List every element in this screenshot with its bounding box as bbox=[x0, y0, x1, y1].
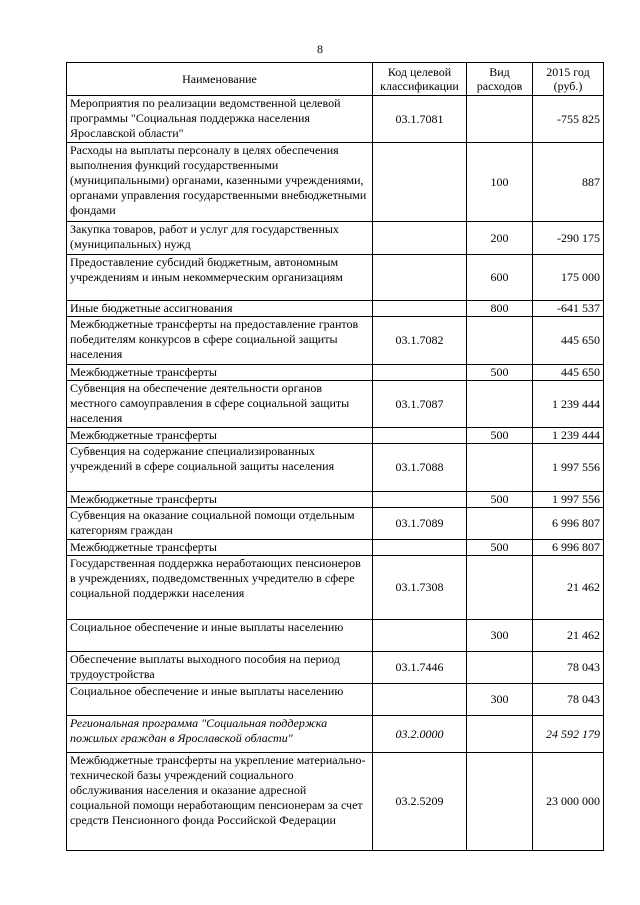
row-name-cell: Социальное обеспечение и иные выплаты населению bbox=[67, 620, 373, 652]
row-type-cell bbox=[467, 652, 533, 684]
header-amount: 2015 год (руб.) bbox=[533, 63, 604, 96]
row-name-cell: Иные бюджетные ассигнования bbox=[67, 301, 373, 317]
row-name-cell: Межбюджетные трансферты на укрепление материально-технической базы учреждений социального обслуживания населения и оказание адресной социальной помощи неработающим пенсионерам за счет средств Пенсионного фонда Российской Федерации bbox=[67, 753, 373, 851]
budget-table bbox=[66, 62, 604, 851]
row-name-cell: Межбюджетные трансферты bbox=[67, 492, 373, 508]
row-amount-cell: 23 000 000 bbox=[533, 753, 604, 851]
row-code-cell: 03.1.7082 bbox=[373, 317, 467, 365]
table-row bbox=[67, 556, 604, 620]
table-row bbox=[67, 301, 604, 317]
row-name-cell: Закупка товаров, работ и услуг для государственных (муниципальных) нужд bbox=[67, 222, 373, 255]
row-type-cell: 200 bbox=[467, 222, 533, 255]
row-name-cell: Субвенция на содержание специализированных учреждений в сфере социальной защиты населения bbox=[67, 444, 373, 492]
row-code-cell: 03.1.7089 bbox=[373, 508, 467, 540]
table-row bbox=[67, 716, 604, 753]
row-amount-cell: 6 996 807 bbox=[533, 540, 604, 556]
table-row bbox=[67, 492, 604, 508]
table-row bbox=[67, 652, 604, 684]
row-type-cell: 500 bbox=[467, 492, 533, 508]
row-amount-cell: 1 997 556 bbox=[533, 444, 604, 492]
row-amount-cell: 1 239 444 bbox=[533, 381, 604, 428]
row-name-cell: Межбюджетные трансферты на предоставление грантов победителям конкурсов в сфере социальной защиты населения bbox=[67, 317, 373, 365]
row-type-cell: 600 bbox=[467, 255, 533, 301]
table-row bbox=[67, 753, 604, 851]
row-code-cell: 03.2.0000 bbox=[373, 716, 467, 753]
row-type-cell: 300 bbox=[467, 620, 533, 652]
row-type-cell bbox=[467, 96, 533, 143]
row-type-cell: 500 bbox=[467, 365, 533, 381]
row-amount-cell: 175 000 bbox=[533, 255, 604, 301]
row-code-cell bbox=[373, 540, 467, 556]
row-name-cell: Субвенция на оказание социальной помощи отдельным категориям граждан bbox=[67, 508, 373, 540]
header-type: Вид расходов bbox=[467, 63, 533, 96]
row-amount-cell: 21 462 bbox=[533, 620, 604, 652]
row-amount-cell: 445 650 bbox=[533, 365, 604, 381]
table-row bbox=[67, 684, 604, 716]
row-code-cell: 03.1.7446 bbox=[373, 652, 467, 684]
row-code-cell: 03.1.7087 bbox=[373, 381, 467, 428]
row-amount-cell: 21 462 bbox=[533, 556, 604, 620]
row-code-cell bbox=[373, 255, 467, 301]
row-type-cell: 300 bbox=[467, 684, 533, 716]
row-name-cell: Предоставление субсидий бюджетным, автономным учреждениям и иным некоммерческим организациям bbox=[67, 255, 373, 301]
row-amount-cell: 1 239 444 bbox=[533, 428, 604, 444]
row-amount-cell: 6 996 807 bbox=[533, 508, 604, 540]
row-type-cell: 500 bbox=[467, 428, 533, 444]
row-type-cell: 100 bbox=[467, 143, 533, 222]
row-name-cell: Межбюджетные трансферты bbox=[67, 365, 373, 381]
row-type-cell bbox=[467, 381, 533, 428]
table-row bbox=[67, 222, 604, 255]
row-name-cell: Субвенция на обеспечение деятельности органов местного самоуправления в сфере социальной защиты населения bbox=[67, 381, 373, 428]
row-name-cell: Расходы на выплаты персоналу в целях обеспечения выполнения функций государственными (муниципальными) органами, казенными учреждениями, органами управления государственными внебюджетными фондами bbox=[67, 143, 373, 222]
row-type-cell: 500 bbox=[467, 540, 533, 556]
row-amount-cell: -290 175 bbox=[533, 222, 604, 255]
table-row bbox=[67, 444, 604, 492]
row-code-cell: 03.1.7088 bbox=[373, 444, 467, 492]
row-code-cell: 03.1.7081 bbox=[373, 96, 467, 143]
row-name-cell: Обеспечение выплаты выходного пособия на период трудоустройства bbox=[67, 652, 373, 684]
row-amount-cell: -755 825 bbox=[533, 96, 604, 143]
table-row bbox=[67, 317, 604, 365]
row-name-cell: Региональная программа "Социальная поддержка пожилых граждан в Ярославской области" bbox=[67, 716, 373, 753]
row-type-cell bbox=[467, 556, 533, 620]
table-header-row bbox=[67, 63, 604, 96]
row-amount-cell: 445 650 bbox=[533, 317, 604, 365]
table-row bbox=[67, 508, 604, 540]
row-type-cell bbox=[467, 444, 533, 492]
table-row bbox=[67, 365, 604, 381]
table-row bbox=[67, 428, 604, 444]
row-amount-cell: 1 997 556 bbox=[533, 492, 604, 508]
row-type-cell bbox=[467, 753, 533, 851]
row-type-cell bbox=[467, 716, 533, 753]
row-amount-cell: 78 043 bbox=[533, 684, 604, 716]
table-row bbox=[67, 540, 604, 556]
table-row bbox=[67, 620, 604, 652]
page-number: 8 bbox=[317, 42, 323, 56]
table-row bbox=[67, 381, 604, 428]
row-amount-cell: 887 bbox=[533, 143, 604, 222]
row-type-cell: 800 bbox=[467, 301, 533, 317]
row-code-cell: 03.2.5209 bbox=[373, 753, 467, 851]
row-name-cell: Межбюджетные трансферты bbox=[67, 540, 373, 556]
row-type-cell bbox=[467, 508, 533, 540]
row-code-cell bbox=[373, 222, 467, 255]
header-code: Код целевой классификации bbox=[373, 63, 467, 96]
row-name-cell: Межбюджетные трансферты bbox=[67, 428, 373, 444]
row-type-cell bbox=[467, 317, 533, 365]
row-name-cell: Мероприятия по реализации ведомственной целевой программы "Социальная поддержка населения Ярославской области" bbox=[67, 96, 373, 143]
row-amount-cell: -641 537 bbox=[533, 301, 604, 317]
row-name-cell: Социальное обеспечение и иные выплаты населению bbox=[67, 684, 373, 716]
row-name-cell: Государственная поддержка неработающих пенсионеров в учреждениях, подведомственных учредителю в сфере социальной поддержки населения bbox=[67, 556, 373, 620]
row-code-cell bbox=[373, 684, 467, 716]
header-name: Наименование bbox=[67, 63, 373, 96]
row-code-cell bbox=[373, 143, 467, 222]
table-row bbox=[67, 143, 604, 222]
row-code-cell bbox=[373, 365, 467, 381]
row-code-cell bbox=[373, 301, 467, 317]
row-amount-cell: 24 592 179 bbox=[533, 716, 604, 753]
table-row bbox=[67, 96, 604, 143]
row-amount-cell: 78 043 bbox=[533, 652, 604, 684]
row-code-cell bbox=[373, 428, 467, 444]
row-code-cell: 03.1.7308 bbox=[373, 556, 467, 620]
row-code-cell bbox=[373, 620, 467, 652]
table-row bbox=[67, 255, 604, 301]
row-code-cell bbox=[373, 492, 467, 508]
